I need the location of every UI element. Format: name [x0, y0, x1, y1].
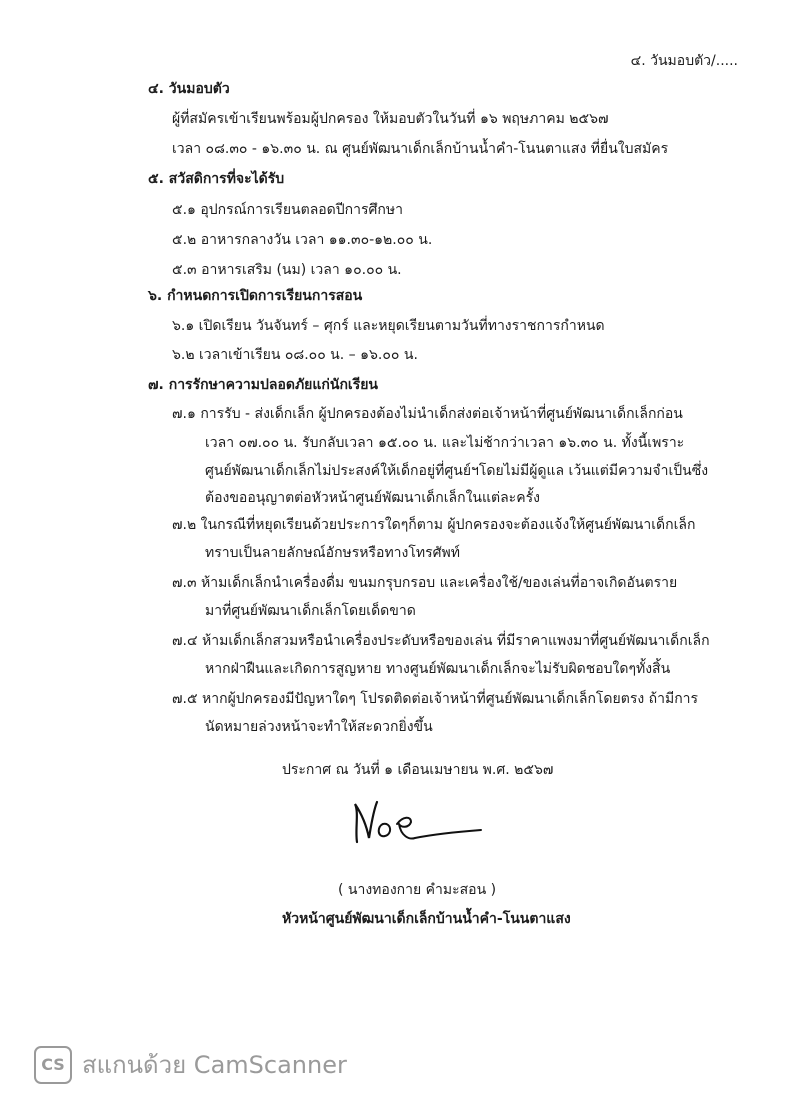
- camscanner-watermark: [34, 1045, 347, 1084]
- section-7-4-line: ๗.๔ ห้ามเด็กเล็กสวมหรือนำเครื่องประดับหรือของเล่น ที่มีราคาแพงมาที่ศูนย์พัฒนาเด็กเล็ก: [172, 633, 710, 649]
- section-7-title: ๗. การรักษาความปลอดภัยแก่นักเรียน: [148, 377, 379, 393]
- section-7-2-line: ทราบเป็นลายลักษณ์อักษรหรือทางโทรศัพท์: [205, 545, 460, 561]
- signer-name: ( นางทองกาย คำมะสอน ): [338, 882, 497, 898]
- section-5-title: ๕. สวัสดิการที่จะได้รับ: [148, 171, 285, 187]
- section-7-1-line: เวลา ๐๗.๐๐ น. รับกลับเวลา ๑๕.๐๐ น. และไม่ช้ากว่าเวลา ๑๖.๓๐ น. ทั้งนี้เพราะ: [205, 435, 685, 451]
- section-7-3-line: มาที่ศูนย์พัฒนาเด็กเล็กโดยเด็ดขาด: [205, 603, 416, 619]
- section-5-item: ๕.๓ อาหารเสริม (นม) เวลา ๑๐.๐๐ น.: [172, 262, 402, 278]
- section-7-5-line: ๗.๕ หากผู้ปกครองมีปัญหาใดๆ โปรดติดต่อเจ้าหน้าที่ศูนย์พัฒนาเด็กเล็กโดยตรง ถ้ามีการ: [172, 691, 699, 707]
- section-7-1-line: ๗.๑ การรับ - ส่งเด็กเล็ก ผู้ปกครองต้องไม่นำเด็กส่งต่อเจ้าหน้าที่ศูนย์พัฒนาเด็กเล็กก่อน: [172, 406, 683, 422]
- section-5-item: ๕.๑ อุปกรณ์การเรียนตลอดปีการศึกษา: [172, 202, 403, 218]
- section-7-4-line: หากฝ่าฝืนและเกิดการสูญหาย ทางศูนย์พัฒนาเด็กเล็กจะไม่รับผิดชอบใดๆทั้งสิ้น: [205, 661, 671, 677]
- section-6-item: ๖.๑ เปิดเรียน วันจันทร์ – ศุกร์ และหยุดเรียนตามวันที่ทางราชการกำหนด: [172, 318, 605, 334]
- continuation-reference: ๔. วันมอบตัว/.....: [630, 53, 738, 69]
- section-7-1-line: ต้องขออนุญาตต่อหัวหน้าศูนย์พัฒนาเด็กเล็กในแต่ละครั้ง: [205, 490, 540, 506]
- section-6-title: ๖. กำหนดการเปิดการเรียนการสอน: [148, 288, 363, 304]
- section-7-5-line: นัดหมายล่วงหน้าจะทำให้สะดวกยิ่งขึ้น: [205, 719, 433, 735]
- section-4-line-1: ผู้ที่สมัครเข้าเรียนพร้อมผู้ปกครอง ให้มอบตัวในวันที่ ๑๖ พฤษภาคม ๒๕๖๗: [172, 111, 609, 127]
- camscanner-logo-icon: CS: [34, 1046, 72, 1084]
- signer-title: หัวหน้าศูนย์พัฒนาเด็กเล็กบ้านน้ำคำ-โนนตาแสง: [282, 911, 571, 927]
- section-4-title: ๔. วันมอบตัว: [148, 81, 230, 97]
- handwritten-signature: [345, 790, 485, 860]
- section-7-1-line: ศูนย์พัฒนาเด็กเล็กไม่ประสงค์ให้เด็กอยู่ที่ศูนย์ฯโดยไม่มีผู้ดูแล เว้นแต่มีความจำเป็นซึ่ง: [205, 463, 709, 479]
- section-5-item: ๕.๒ อาหารกลางวัน เวลา ๑๑.๓๐-๑๒.๐๐ น.: [172, 232, 433, 248]
- section-4-line-2: เวลา ๐๘.๓๐ - ๑๖.๓๐ น. ณ ศูนย์พัฒนาเด็กเล็กบ้านน้ำคำ-โนนตาแสง ที่ยื่นใบสมัคร: [172, 141, 669, 157]
- announcement-date: ประกาศ ณ วันที่ ๑ เดือนเมษายน พ.ศ. ๒๕๖๗: [282, 762, 554, 778]
- section-6-item: ๖.๒ เวลาเข้าเรียน ๐๘.๐๐ น. – ๑๖.๐๐ น.: [172, 347, 418, 363]
- camscanner-text: สแกนด้วย CamScanner: [82, 1051, 347, 1079]
- section-7-2-line: ๗.๒ ในกรณีที่หยุดเรียนด้วยประการใดๆก็ตาม ผู้ปกครองจะต้องแจ้งให้ศูนย์พัฒนาเด็กเล็ก: [172, 517, 696, 533]
- section-7-3-line: ๗.๓ ห้ามเด็กเล็กนำเครื่องดื่ม ขนมกรุบกรอบ และเครื่องใช้/ของเล่นที่อาจเกิดอันตราย: [172, 575, 678, 591]
